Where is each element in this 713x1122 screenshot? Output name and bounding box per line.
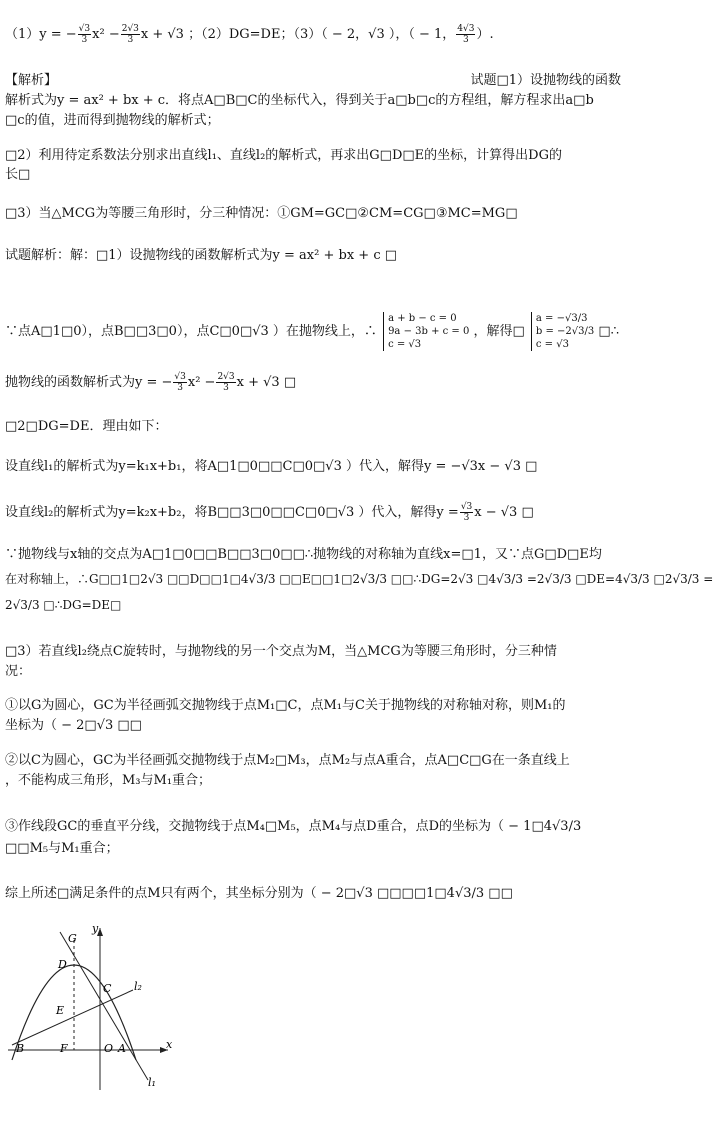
case-3a: ③作线段GC的垂直平分线，交抛物线于点M₄□M₅，点M₄与点D重合，点D的坐标为（ − 1□4√3/3: [5, 819, 582, 834]
points-text: ∵点A□1□0），点B□□3□0），点C□0□√3 ）在抛物线上，∴: [5, 324, 377, 339]
conclusion: 综上所述□满足条件的点M只有两个，其坐标分别为（ − 2□√3 □□□□1□4√3/3 □□: [5, 886, 513, 901]
analysis-line-1: 解析式为y = ax² + bx + c．将点A□B□C的坐标代入，得到关于a□b□c的方程组，解方程求出a□b: [5, 93, 594, 108]
line-l1-equation: 设直线l₁的解析式为y=k₁x+b₁，将A□1□0□□C□0□√3 ）代入，解得y = −√3x − √3 □: [5, 459, 538, 474]
answer-prefix: （1）y = −: [5, 27, 77, 42]
case-2b: ，不能构成三角形，M₃与M₁重合；: [5, 773, 212, 788]
coordinate-figure: [8, 920, 188, 1095]
line-l2: [12, 990, 133, 1045]
fraction: $\frac{4√3}{3}$: [457, 24, 475, 45]
answer-text: ）.: [476, 27, 494, 42]
line-l2-equation: 设直线l₂的解析式为y=k₂x+b₂，将B□□3□0□□C□0□√3 ）代入，解得y = $\frac{√3}{3}$ x − √3 □: [5, 502, 534, 523]
label-g: G: [68, 932, 77, 945]
analysis-part3: □3）当△MCG为等腰三角形时，分三种情况：①GM=GC□②CM=CG□③MC=MG□: [5, 206, 518, 221]
question-3b: 况：: [5, 664, 32, 679]
axis-line-3: 2√3/3 □∴DG=DE□: [5, 598, 122, 612]
answer-text: x + √3 ；（2）DG=DE；（3）（ − 2，√3 ），（ − 1，: [140, 27, 456, 42]
label-l1: l₁: [148, 1076, 156, 1089]
label-c: C: [103, 982, 112, 995]
line-l1: [60, 932, 148, 1080]
label-b: B: [16, 1042, 25, 1055]
question-2: □2□DG=DE．理由如下：: [5, 419, 168, 434]
case-2a: ②以C为圆心，GC为半径画弧交抛物线于点M₂□M₃，点M₂与点A重合，点A□C□G在一条直线上: [5, 753, 570, 768]
analysis-header: [5, 72, 625, 90]
label-f: F: [60, 1042, 68, 1055]
label-o: O: [104, 1042, 114, 1055]
question-3a: □3）若直线l₂绕点C旋转时，与抛物线的另一个交点为M，当△MCG为等腰三角形时，分三种情: [5, 644, 557, 659]
fraction: $\frac{2√3}{3}$: [121, 24, 139, 45]
parabola-formula: 抛物线的函数解析式为y = − $\frac{√3}{3}$ x² − $\frac{2√3}{3}$ x + √3 □: [5, 372, 297, 393]
analysis-right-text: 试题□1）设抛物线的函数: [470, 73, 621, 88]
label-x: x: [166, 1038, 173, 1051]
analysis-line-2: □c的值，进而得到抛物线的解析式；: [5, 113, 220, 128]
analysis-part2a: □2）利用待定系数法分别求出直线l₁、直线l₂的解析式，再求出G□D□E的坐标，计算得出DG的: [5, 148, 562, 163]
label-e: E: [56, 1004, 65, 1017]
fraction: $\frac{√3}{3}$: [78, 24, 91, 45]
answer-line: [5, 24, 625, 45]
analysis-part2b: 长□: [5, 167, 31, 182]
axis-line-1: ∵抛物线与x轴的交点为A□1□0□□B□□3□0□□∴抛物线的对称轴为直线x=□1，又∵点G□D□E均: [5, 547, 602, 562]
label-a: A: [118, 1042, 126, 1055]
answer-text: x² −: [92, 27, 120, 42]
solve-text: ，解得□: [473, 324, 525, 339]
label-l2: l₂: [134, 980, 142, 993]
therefore-text: □∴: [598, 324, 619, 339]
solution-points: [5, 312, 625, 351]
case-1b: 坐标为（ − 2□√3 □□: [5, 718, 142, 733]
equation-system: a + b − c = 0 9a − 3b + c = 0 c = √3: [383, 312, 469, 351]
case-1a: ①以G为圆心，GC为半径画弧交抛物线于点M₁□C，点M₁与C关于抛物线的对称轴对称，则M₁的: [5, 698, 566, 713]
analysis-title: 【解析】: [5, 73, 58, 88]
solution-intro: 试题解析：解：□1）设抛物线的函数解析式为y = ax² + bx + c □: [5, 248, 398, 263]
label-d: D: [58, 958, 67, 971]
solution-system: a = −√3/3 b = −2√3/3 c = √3: [531, 312, 594, 351]
case-3b: □□M₅与M₁重合；: [5, 841, 119, 856]
label-y: y: [92, 922, 99, 935]
axis-line-2: 在对称轴上，∴G□□1□2√3 □□D□□1□4√3/3 □□E□□1□2√3/3 □□∴DG=2√3 □4√3/3 =2√3/3 □DE=4√3/3 □2√3/3 =: [5, 572, 713, 586]
